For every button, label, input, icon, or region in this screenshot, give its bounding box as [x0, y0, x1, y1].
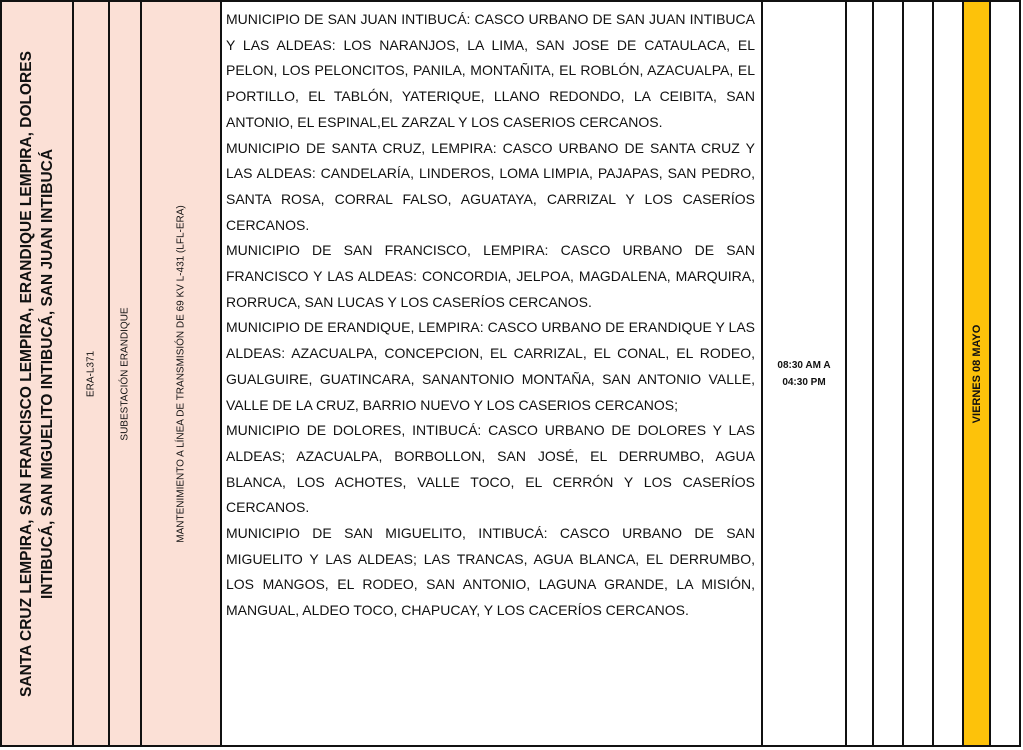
- municipio-paragraph: MUNICIPIO DE DOLORES, INTIBUCÁ: CASCO URBANO DE DOLORES Y LAS ALDEAS; AZACUALPA, BORBOLLON, SAN JOSÉ, EL DERRUMBO, AGUA BLANCA, LOS ACHOTES, VALLE TOCO, EL CERRÓN Y LOS CASERÍOS CERCANOS.: [226, 422, 755, 516]
- zones-text: SANTA CRUZ LEMPIRA, SAN FRANCISCO LEMPIRA, ERANDIQUE LEMPIRA, DOLORES INTIBUCÁ, SAN MIGUELITO INTIBUCÁ, SAN JUAN INTIBUCÁ: [18, 50, 56, 697]
- substation-cell: [108, 0, 140, 747]
- circuit-text: ERA-L371: [85, 350, 97, 397]
- municipio-paragraph: MUNICIPIO DE SAN FRANCISCO, LEMPIRA: CASCO URBANO DE SAN FRANCISCO Y LAS ALDEAS: CONCORDIA, JELPOA, MAGDALENA, MARQUIRA, RORRUCA, SAN LUCAS Y LOS CASERÍOS CERCANOS.: [226, 242, 755, 310]
- empty-day-cell: [989, 0, 1021, 747]
- circuit-cell: [72, 0, 108, 747]
- time-range: [777, 357, 830, 391]
- time-end: 04:30 PM: [782, 376, 826, 388]
- work-cell: [140, 0, 220, 747]
- municipio-paragraph: MUNICIPIO DE SAN MIGUELITO, INTIBUCÁ: CASCO URBANO DE SAN MIGUELITO Y LAS ALDEAS; LAS TRANCAS, AGUA BLANCA, EL DERRUMBO, LOS MANGOS, EL RODEO, SAN ANTONIO, LAGUNA GRANDE, LA MISIÓN, MANGUAL, ALDEO TOCO, CHAPUCAY, Y LOS CACERÍOS CERCANOS.: [226, 525, 755, 619]
- municipio-paragraph: MUNICIPIO DE ERANDIQUE, LEMPIRA: CASCO URBANO DE ERANDIQUE Y LAS ALDEAS: AZACUALPA, CONCEPCION, EL CARRIZAL, EL CONAL, EL RODEO, GUALGUIRE, GUATINCARA, SANANTONIO MONTAÑA, SAN ANTONIO VALLE, VALLE DE LA CRUZ, BARRIO NUEVO Y LOS CASERIOS CERCANOS;: [226, 319, 755, 413]
- day-cell: [962, 0, 989, 747]
- empty-day-cell: [845, 0, 872, 747]
- municipio-paragraph: MUNICIPIO DE SAN JUAN INTIBUCÁ: CASCO URBANO DE SAN JUAN INTIBUCA Y LAS ALDEAS: LOS NARANJOS, LA LIMA, SAN JOSE DE CATAULACA, EL PELON, LOS PELONCITOS, PANILA, MONTAÑITA, EL ROBLÓN, AZACUALPA, EL PORTILLO, EL TABLÓN, YATERIQUE, LLANO REDONDO, LA CEIBITA, SAN ANTONIO, EL ESPINAL,EL ZARZAL Y LOS CASERIOS CERCANOS.: [226, 11, 755, 130]
- day-text: VIERNES 08 MAYO: [970, 324, 983, 423]
- empty-day-cell: [872, 0, 902, 747]
- empty-day-cell: [932, 0, 962, 747]
- empty-day-cell: [902, 0, 932, 747]
- affected-areas-text: [226, 7, 755, 624]
- work-description-text: MANTENIMIENTO A LÍNEA DE TRANSMISIÓN DE 69 KV L-431 (LFL-ERA): [175, 204, 187, 543]
- time-start: 08:30 AM A: [777, 359, 831, 371]
- substation-text: SUBESTACIÓN ERANDIQUE: [119, 306, 131, 441]
- municipio-paragraph: MUNICIPIO DE SANTA CRUZ, LEMPIRA: CASCO URBANO DE SANTA CRUZ Y LAS ALDEAS: CANDELARÍA, LINDEROS, LOMA LIMPIA, PAJAPAS, SAN PEDRO, SANTA ROSA, CORRAL FALSO, AGUATAYA, CARRIZAL Y LOS CASERÍOS CERCANOS.: [226, 139, 755, 233]
- affected-areas-cell: [220, 0, 761, 747]
- zones-cell: [0, 0, 72, 747]
- time-cell: [761, 0, 845, 747]
